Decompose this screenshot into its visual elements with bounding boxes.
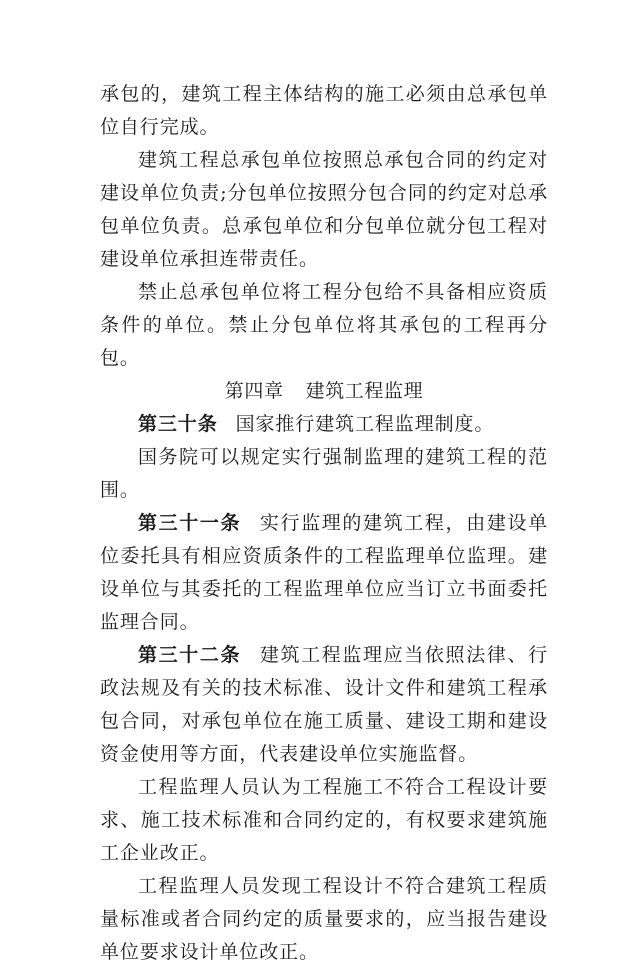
paragraph-subcontract-prohibition: 禁止总承包单位将工程分包给不具备相应资质条件的单位。禁止分包单位将其承包的工程再分包。 xyxy=(100,281,548,369)
article-30-followup: 国务院可以规定实行强制监理的建筑工程的范围。 xyxy=(100,446,548,501)
article-number: 第三十二条 xyxy=(138,644,242,666)
article-text: 建筑工程监理应当依照法律、行政法规及有关的技术标准、设计文件和建筑工程承包合同，对承包单位在施工质量、建设工期和建设资金使用等方面，代表建设单位实施监督。 xyxy=(100,644,548,765)
paragraph-contractor-liability: 建筑工程总承包单位按照总承包合同的约定对建设单位负责;分包单位按照分包合同的约定对总承包单位负责。总承包单位和分包单位就分包工程对建设单位承担连带责任。 xyxy=(100,149,548,270)
chapter-title: 建筑工程监理 xyxy=(305,380,424,402)
article-32-followup-2: 工程监理人员发现工程设计不符合建筑工程质量标准或者合同约定的质量要求的，应当报告建设单位要求设计单位改正。 xyxy=(100,875,548,963)
article-30 xyxy=(100,408,548,441)
article-text: 国家推行建筑工程监理制度。 xyxy=(235,413,495,435)
article-32 xyxy=(100,639,548,771)
paragraph-continuation: 承包的，建筑工程主体结构的施工必须由总承包单位自行完成。 xyxy=(100,83,548,138)
document-body xyxy=(100,78,548,969)
chapter-heading xyxy=(100,375,548,408)
article-31 xyxy=(100,507,548,639)
article-32-followup-1: 工程监理人员认为工程施工不符合工程设计要求、施工技术标准和合同约定的，有权要求建筑施工企业改正。 xyxy=(100,776,548,864)
chapter-number: 第四章 xyxy=(224,380,284,402)
article-number: 第三十条 xyxy=(138,413,218,435)
article-text: 实行监理的建筑工程，由建设单位委托具有相应资质条件的工程监理单位监理。建设单位与其委托的工程监理单位应当订立书面委托监理合同。 xyxy=(100,512,548,633)
article-number: 第三十一条 xyxy=(138,512,242,534)
